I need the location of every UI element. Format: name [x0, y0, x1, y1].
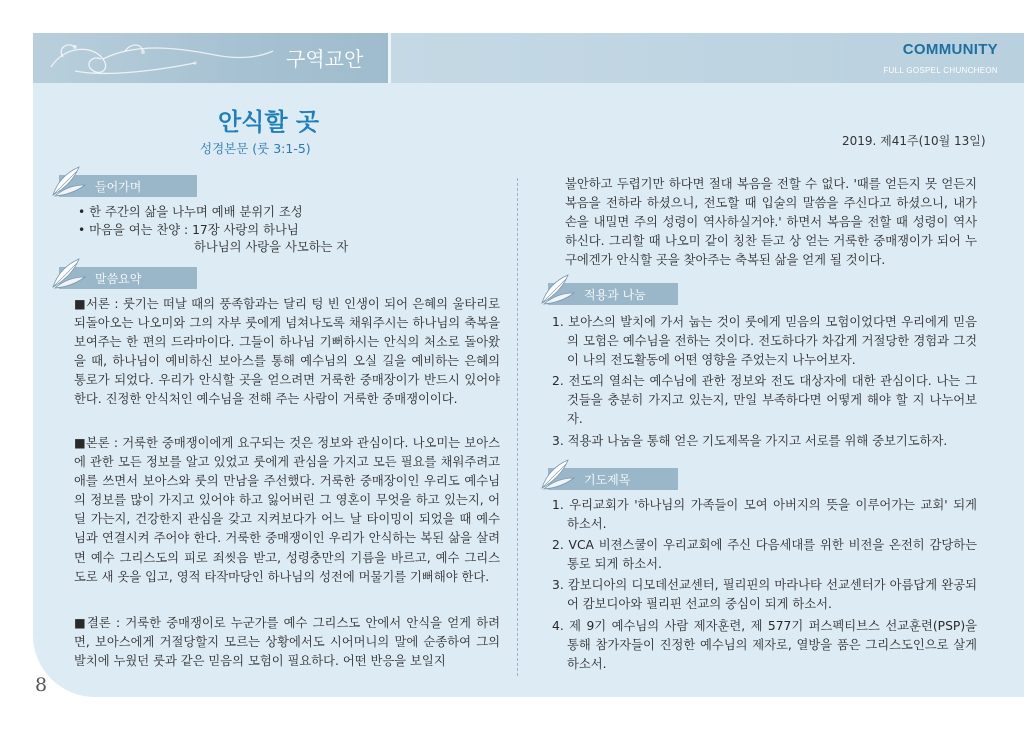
brand-title: COMMUNITY	[902, 41, 998, 58]
summary-paragraph-intro	[74, 295, 500, 410]
leaf-icon	[538, 458, 576, 492]
application-item: 1. 보아스의 발치에 가서 눕는 것이 룻에게 믿음의 모험이었다면 우리에게 믿음의 모험은 예수님을 전하는 것이다. 전도하다가 차갑게 거절당한 경험과 그것이 나의 전도활동에 어떤 영향을 주었는지 나누어보자.	[552, 315, 977, 368]
intro-item: • 한 주간의 삶을 나누며 예배 분위기 조성	[78, 205, 303, 219]
application-item: 2. 전도의 열쇠는 예수님에 관한 정보와 전도 대상자에 대한 관심이다. 나는 그것들을 충분히 가지고 있는지, 만일 부족하다면 어떻게 해야 할 지 나누어보자.	[552, 374, 977, 427]
intro-list	[78, 204, 498, 257]
continuation-text: 불안하고 두렵기만 하다면 절대 복음을 전할 수 없다. '때를 얻든지 못 얻든지 복음을 전하라 하셨으니, 전도할 때 입술의 말씀을 주신다고 하셨으니, 내가 손을 내밀면 주의 성령이 역사하실거야.' 하면서 복음을 전할 때 성령이 역사하신다. 그리할 때 나오미 같이 칭찬 듣고 상 얻는 거룩한 중매쟁이가 되어 누구에겐가 안식할 곳을 찾아주는 축복된 삶을 얻게 될 것이다.	[565, 177, 977, 268]
section-heading-label: 들어가며	[95, 180, 142, 194]
section-heading-prayer	[548, 468, 678, 490]
intro-item-continued: 하나님의 사랑을 사모하는 자	[194, 240, 349, 255]
summary-continuation	[565, 175, 977, 270]
leaf-icon	[49, 165, 87, 199]
summary-paragraph-body	[74, 434, 500, 587]
summary-text: ■본론 : 거룩한 중매쟁이에게 요구되는 것은 정보와 관심이다. 나오미는 보아스에 관한 모든 정보를 알고 있었고 룻에게 관심을 가지고 모든 필요를 채워주려고 애를 쓰면서 보아스와 룻의 만남을 주선했다. 거룩한 중매장이인 우리도 예수님의 정보를 많이 가지고 있어야 하고 잃어버린 그 영혼이 무엇을 하고 있는지, 어딜 가는지, 건강한지 관심을 갖고 지켜보다가 어느 날 타이밍이 되었을 때 예수님과 연결시켜 주어야 한다. 거룩한 중매쟁이인 우리가 안식하는 복된 삶을 살려면 예수 그리스도의 피로 죄씻음 받고, 성령충만의 기름을 바르고, 예수 그리스도로 새 옷을 입고, 영적 타작마당인 하나님의 성전에 머물기를 기뻐해야 한다.	[74, 436, 500, 584]
church-name: FULL GOSPEL CHUNCHEON	[883, 66, 998, 75]
prayer-item: 4. 제 9기 예수님의 사람 제자훈련, 제 577기 퍼스펙티브스 선교훈련(PSP)을 통해 참가자들이 진정한 예수님의 제자로, 열방을 품은 그리스도인으로 살게 하소서.	[552, 618, 977, 671]
intro-item: • 마음을 여는 찬양 : 17장 사랑의 하나님	[78, 222, 299, 237]
prayer-list	[552, 496, 977, 674]
lesson-title: 안식할 곳	[218, 107, 320, 136]
leaf-icon	[49, 257, 87, 291]
scripture-reference: 성경본문 (룻 3:1-5)	[200, 141, 311, 156]
application-item: 3. 적용과 나눔을 통해 얻은 기도제목을 가지고 서로를 위해 중보기도하자.	[552, 433, 948, 448]
column-divider	[517, 178, 518, 676]
section-heading-summary	[59, 267, 197, 289]
summary-text: ■서론 : 룻기는 떠날 때의 풍족함과는 달리 텅 빈 인생이 되어 은혜의 울타리로 되돌아오는 나오미와 그의 자부 룻에게 넘쳐나도록 채워주시는 하나님의 축복을 보여주는 한 편의 드라마이다. 그들이 하나님 기뻐하시는 안식의 처소로 돌아왔을 때, 하나님이 예비하신 보아스를 통해 예수님의 오실 길을 예비하는 은혜의 통로가 되었다. 우리가 안식할 곳을 얻으려면 거룩한 중매장이가 반드시 있어야 한다. 진정한 안식처인 예수님을 전해 주는 사람이 거룩한 중매쟁이이다.	[74, 297, 500, 407]
prayer-item: 3. 캄보디아의 디모데선교센터, 필리핀의 마라나타 선교센터가 아름답게 완공되어 캄보디아와 필리핀 선교의 중심이 되게 하소서.	[552, 578, 977, 612]
page-header	[33, 33, 1024, 83]
section-heading-intro	[59, 175, 197, 197]
section-heading-label: 말씀요약	[95, 272, 142, 286]
summary-text: ■결론 : 거룩한 중매쟁이로 누군가를 예수 그리스도 안에서 안식을 얻게 하려면, 보아스에게 거절당할지 모르는 상황에서도 시어머니의 말에 순종하여 그의 발치에 누웠던 룻과 같은 믿음의 모험이 필요하다. 어떤 반응을 보일지	[74, 616, 500, 669]
prayer-item: 1. 우리교회가 '하나님의 가족들이 모여 아버지의 뜻을 이루어가는 교회' 되게 하소서.	[552, 498, 977, 532]
leaf-icon	[538, 273, 576, 307]
prayer-item: 2. VCA 비젼스쿨이 우리교회에 주신 다음세대를 위한 비전을 온전히 감당하는 통로 되게 하소서.	[552, 538, 977, 572]
lesson-date: 2019. 제41주(10월 13일)	[842, 134, 986, 148]
section-heading-label: 적용과 나눔	[584, 288, 646, 302]
application-list	[552, 313, 977, 451]
summary-paragraph-conclusion	[74, 614, 500, 671]
header-right-band	[391, 33, 1024, 83]
flourish-ornament-icon	[45, 37, 275, 79]
section-heading-application	[548, 283, 678, 305]
section-heading-label: 기도제목	[584, 473, 631, 487]
section-title: 구역교안	[286, 47, 364, 71]
page-number: 8	[35, 674, 48, 696]
